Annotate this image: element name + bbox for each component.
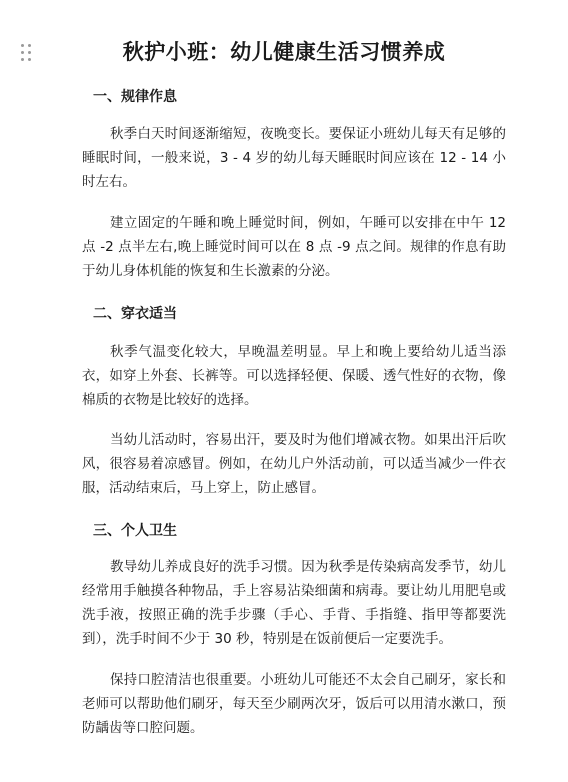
section-heading-hygiene: 三、个人卫生	[93, 523, 177, 539]
paragraph: 保持口腔清洁也很重要。小班幼儿可能还不太会自己刷牙，家长和老师可以帮助他们刷牙，每天至少刷两次牙，饭后可以用清水漱口，预防龋齿等口腔问题。	[82, 672, 506, 736]
paragraph: 教导幼儿养成良好的洗手习惯。因为秋季是传染病高发季节，幼儿经常用手触摸各种物品，手上容易沾染细菌和病毒。要让幼儿用肥皂或洗手液，按照正确的洗手步骤（手心、手背、手指缝、指甲等都要洗到），洗手时间不少于 30 秒，特别是在饭前便后一定要洗手。	[82, 559, 506, 647]
section-heading-clothing: 二、穿衣适当	[93, 306, 177, 322]
document-title: 秋护小班：幼儿健康生活习惯养成	[122, 39, 446, 64]
paragraph: 秋季气温变化较大，早晚温差明显。早上和晚上要给幼儿适当添衣，如穿上外套、长裤等。可以选择轻便、保暖、透气性好的衣物，像棉质的衣物是比较好的选择。	[82, 344, 506, 408]
paragraph: 建立固定的午睡和晚上睡觉时间，例如，午睡可以安排在中午 12 点 -2 点半左右,晚上睡觉时间可以在 8 点 -9 点之间。规律的作息有助于幼儿身体机能的恢复和生长激素的分泌。	[82, 215, 506, 279]
paragraph: 当幼儿活动时，容易出汗，要及时为他们增减衣物。如果出汗后吹风，很容易着凉感冒。例如，在幼儿户外活动前，可以适当减少一件衣服，活动结束后，马上穿上，防止感冒。	[82, 432, 506, 496]
paragraph: 秋季白天时间逐渐缩短，夜晚变长。要保证小班幼儿每天有足够的睡眠时间，一般来说，3 - 4 岁的幼儿每天睡眠时间应该在 12 - 14 小时左右。	[82, 126, 506, 190]
section-heading-routine: 一、规律作息	[93, 89, 177, 105]
